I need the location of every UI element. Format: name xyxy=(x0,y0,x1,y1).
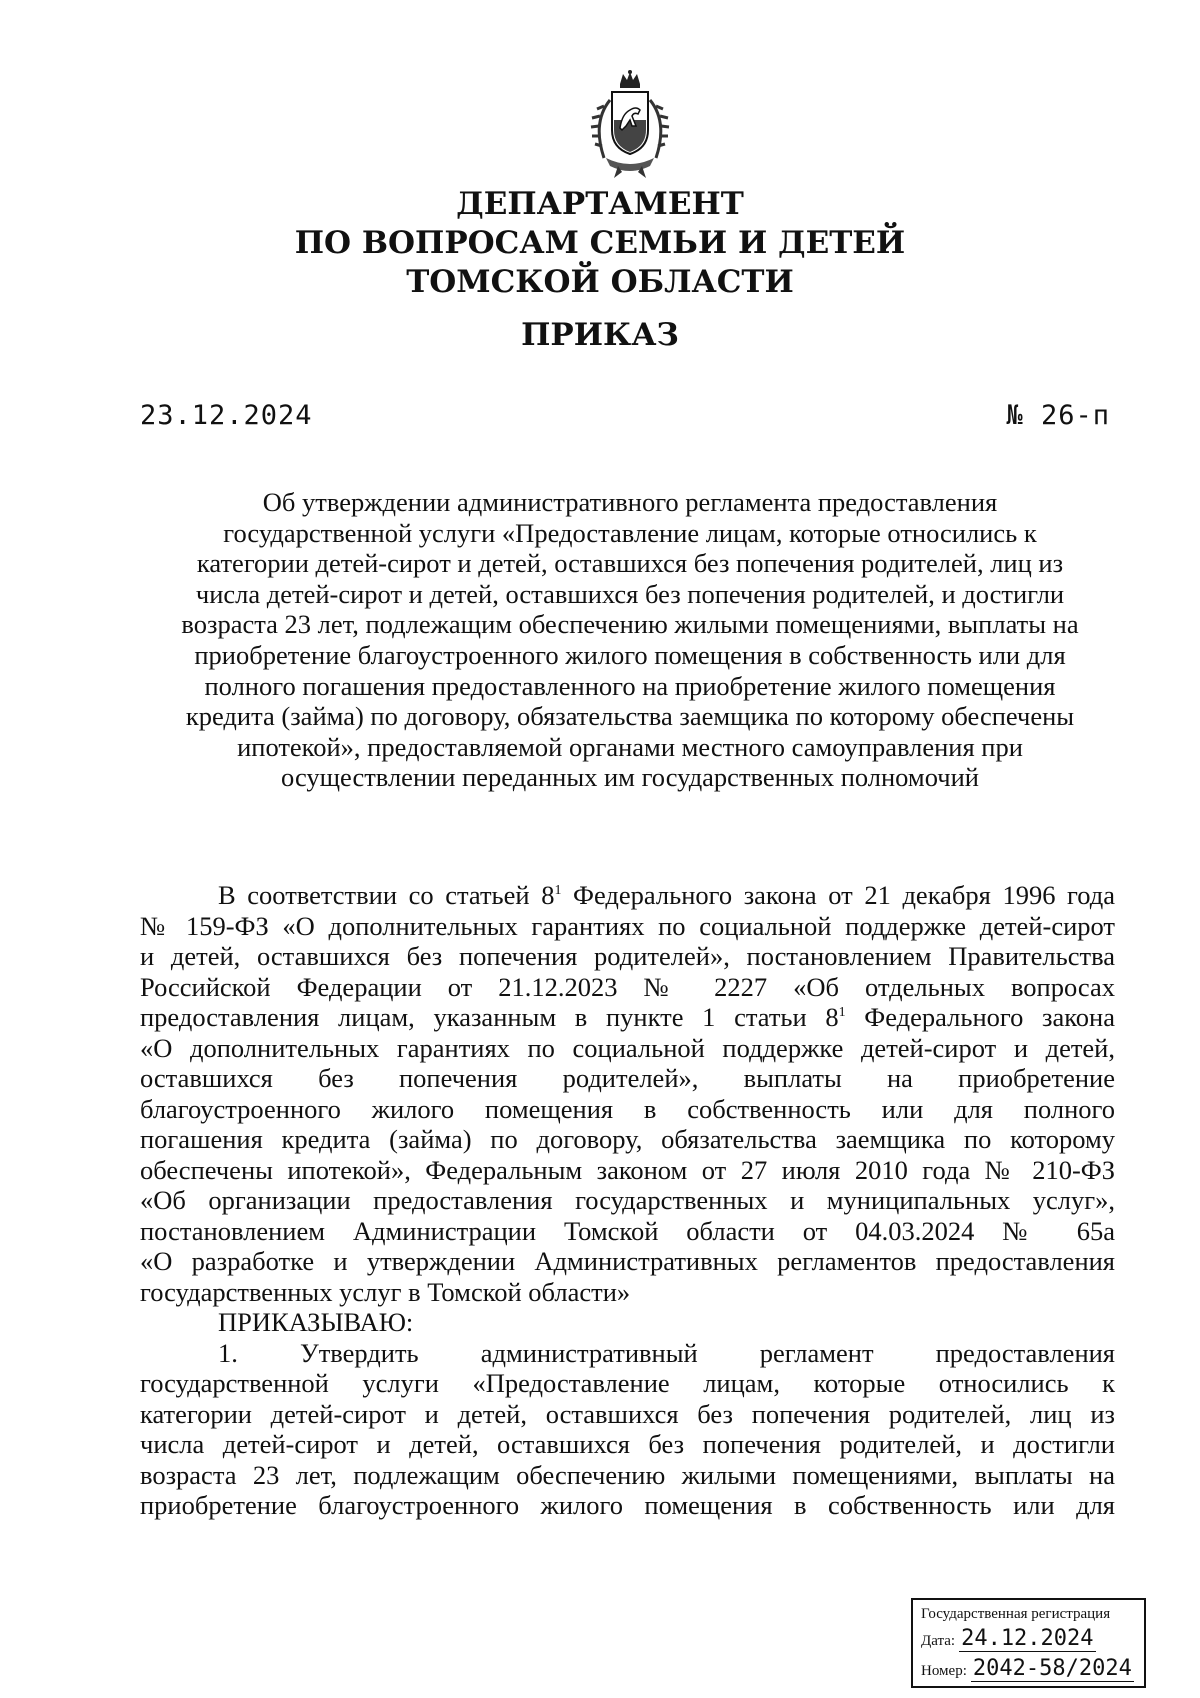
title-line: осуществлении переданных им государственных полномочий xyxy=(281,762,979,793)
coat-of-arms-emblem xyxy=(570,70,690,182)
registration-stamp xyxy=(911,1598,1146,1688)
preamble-text: Федерального закона от 21 декабря 1996 года xyxy=(561,880,1115,910)
stamp-date-value: 24.12.2024 xyxy=(961,1626,1094,1651)
document-subject-title xyxy=(140,487,1120,793)
clause-line: возраста 23 лет, подлежащим обеспечению жилыми помещениями, выплаты на xyxy=(140,1459,1115,1490)
document-number: № 26-п xyxy=(1006,400,1110,431)
title-line: Об утверждении административного регламента предоставления xyxy=(262,487,998,517)
title-line: государственной услуги «Предоставление лицам, которые относились к xyxy=(223,517,1037,548)
document-body xyxy=(140,880,1115,1521)
clause-line: категории детей-сирот и детей, оставшихся без попечения родителей, лиц из xyxy=(140,1398,1115,1429)
org-name-line-1: ДЕПАРТАМЕНТ xyxy=(456,186,744,222)
title-line: полного погашения предоставленного на приобретение жилого помещения xyxy=(204,670,1056,701)
preamble-line: оставшихся без попечения родителей», выплаты на приобретение xyxy=(140,1063,1115,1093)
clause-line: 1. Утвердить административный регламент предоставления xyxy=(218,1337,1115,1368)
clause-line: государственной услуги «Предоставление лицам, которые относились к xyxy=(140,1368,1115,1398)
preamble-line: «О разработке и утверждении Административных регламентов предоставления xyxy=(140,1246,1115,1276)
preamble-line: благоустроенного жилого помещения в собственность или для полного xyxy=(140,1093,1115,1124)
preamble-line: «О дополнительных гарантиях по социальной поддержке детей-сирот и детей, xyxy=(140,1032,1115,1063)
preamble-text: Федерального закона xyxy=(845,1002,1115,1032)
preamble-line: «Об организации предоставления государственных и муниципальных услуг», xyxy=(140,1185,1115,1215)
org-name-line-3: ТОМСКОЙ ОБЛАСТИ xyxy=(406,264,794,300)
stamp-number-row xyxy=(921,1654,1138,1684)
preamble-line: № 159-ФЗ «О дополнительных гарантиях по социальной поддержке детей-сирот xyxy=(140,910,1115,941)
stamp-number-label: Номер: xyxy=(921,1663,967,1679)
preamble-line: Российской Федерации от 21.12.2023 № 2227 «Об отдельных вопросах xyxy=(140,971,1115,1002)
preamble-line: обеспечены ипотекой», Федеральным законом от 27 июля 2010 года № 210-ФЗ xyxy=(140,1154,1115,1185)
preamble-line: государственных услуг в Томской области» xyxy=(140,1276,631,1307)
superscript: 1 xyxy=(838,1005,846,1020)
preamble-text: предоставления лицам, указанным в пункте 1 статьи 8 xyxy=(140,1002,839,1032)
preamble-line: постановлением Администрации Томской области от 04.03.2024 № 65а xyxy=(140,1215,1115,1246)
stamp-date-row xyxy=(921,1624,1138,1654)
title-line: приобретение благоустроенного жилого помещения в собственность или для xyxy=(194,639,1066,670)
document-date: 23.12.2024 xyxy=(140,400,313,431)
preamble-line xyxy=(140,1002,1115,1033)
stamp-number-value: 2042-58/2024 xyxy=(972,1656,1132,1681)
preamble-line: и детей, оставшихся без попечения родителей», постановлением Правительства xyxy=(140,941,1115,971)
title-line: ипотекой», предоставляемой органами местного самоуправления при xyxy=(237,731,1023,762)
title-line: категории детей-сирот и детей, оставшихся без попечения родителей, лиц из xyxy=(196,548,1064,579)
clause-line: числа детей-сирот и детей, оставшихся без попечения родителей, и достигли xyxy=(140,1429,1115,1459)
document-type-title: ПРИКАЗ xyxy=(521,317,679,353)
preamble-line xyxy=(140,880,1115,911)
title-line: числа детей-сирот и детей, оставшихся без попечения родителей, и достигли xyxy=(195,578,1065,609)
clause-line: приобретение благоустроенного жилого помещения в собственность или для xyxy=(140,1490,1115,1520)
preamble-line: погашения кредита (займа) по договору, обязательства заемщика по которому xyxy=(140,1124,1115,1154)
title-line: кредита (займа) по договору, обязательства заемщика по которому обеспечены xyxy=(185,701,1075,732)
order-directive: ПРИКАЗЫВАЮ: xyxy=(218,1307,414,1337)
stamp-title: Государственная регистрация xyxy=(921,1606,1111,1622)
title-line: возраста 23 лет, подлежащим обеспечению жилыми помещениями, выплаты на xyxy=(181,609,1079,640)
org-name-line-2: ПО ВОПРОСАМ СЕМЬИ И ДЕТЕЙ xyxy=(294,225,906,261)
superscript: 1 xyxy=(554,883,562,898)
stamp-date-label: Дата: xyxy=(921,1633,956,1649)
preamble-text: В соответствии со статьей 8 xyxy=(218,880,555,910)
